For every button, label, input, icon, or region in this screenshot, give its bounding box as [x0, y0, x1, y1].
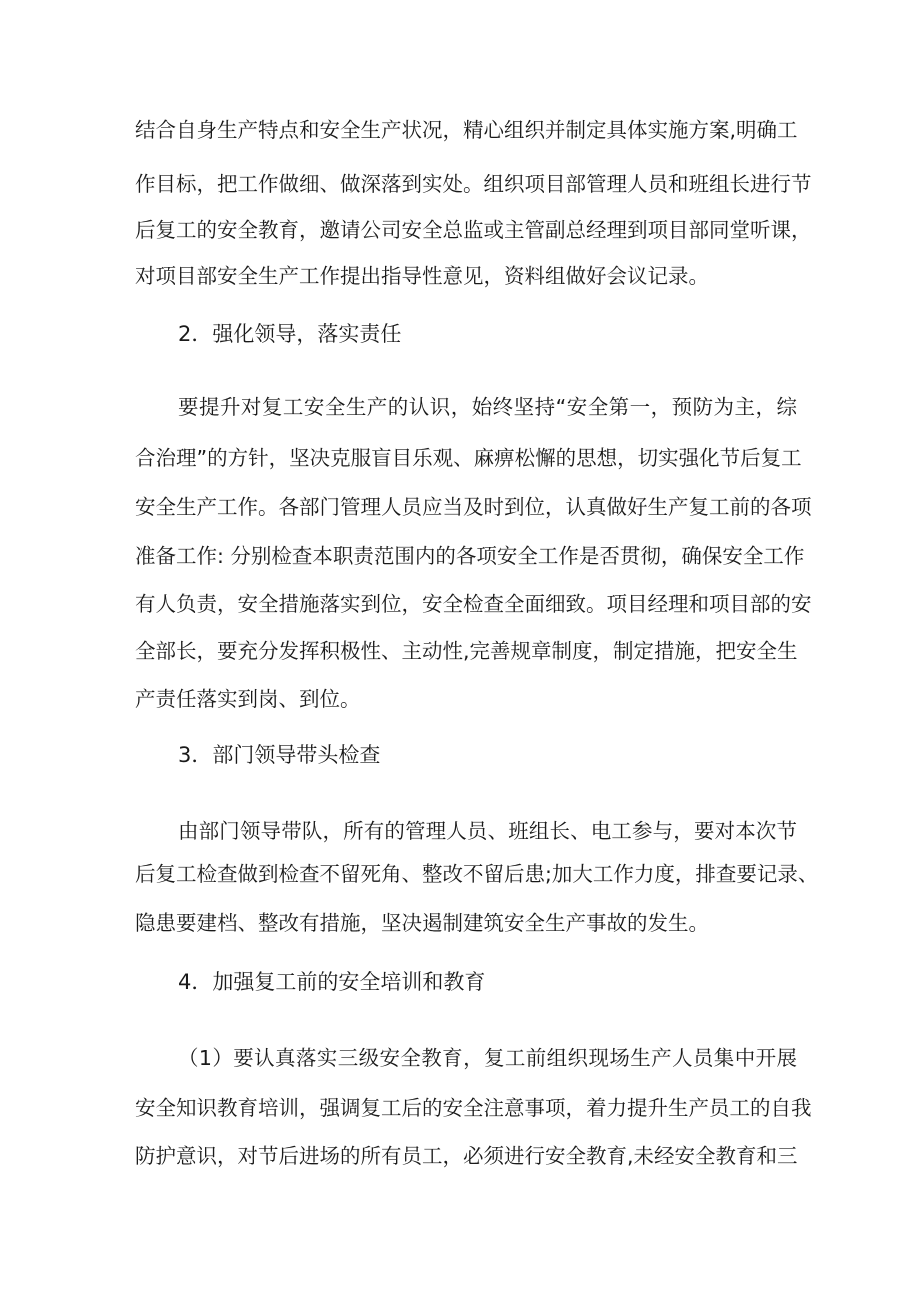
paragraph-line: 合治理”的方针，坚决克服盲目乐观、麻痹松懈的思想，切实强化节后复工 [135, 446, 802, 470]
paragraph-line: 防护意识，对节后进场的所有员工，必须进行安全教育,未经安全教育和三 [135, 1144, 798, 1168]
paragraph-line: 准备工作: 分别检查本职责范围内的各项安全工作是否贯彻，确保安全工作 [135, 544, 805, 568]
paragraph-line: 产责任落实到岗、到位。 [135, 687, 361, 711]
paragraph-line: 结合自身生产特点和安全生产状况，精心组织并制定具体实施方案,明确工 [135, 118, 798, 142]
paragraph-line: 全部长，要充分发挥积极性、主动性,完善规章制度，制定措施，把安全生 [135, 639, 798, 663]
section-heading-3: 3．部门领导带头检查 [178, 743, 381, 767]
paragraph-line: 隐患要建档、整改有措施，坚决遏制建筑安全生产事故的发生。 [135, 911, 709, 935]
section-heading-4: 4．加强复工前的安全培训和教育 [178, 970, 486, 994]
paragraph-line: 安全生产工作。各部门管理人员应当及时到位，认真做好生产复工前的各项 [135, 495, 812, 519]
paragraph-line: 要提升对复工安全生产的认识，始终坚持“安全第一，预防为主，综 [178, 395, 797, 419]
paragraph-line: 后复工检查做到检查不留死角、整改不留后患;加大工作力度，排查要记录、 [135, 862, 819, 886]
paragraph-line: 后复工的安全教育，邀请公司安全总监或主管副总经理到项目部同堂听课， [135, 218, 812, 242]
section-heading-2: 2．强化领导，落实责任 [178, 322, 402, 346]
paragraph-line: 对项目部安全生产工作提出指导性意见，资料组做好会议记录。 [135, 264, 709, 288]
paragraph-line: 作目标，把工作做细、做深落到实处。组织项目部管理人员和班组长进行节 [135, 172, 812, 196]
paragraph-line: 安全知识教育培训，强调复工后的安全注意事项，着力提升生产员工的自我 [135, 1096, 812, 1120]
paragraph-line: （1）要认真落实三级安全教育，复工前组织现场生产人员集中开展 [178, 1046, 797, 1070]
paragraph-line: 由部门领导带队，所有的管理人员、班组长、电工参与，要对本次节 [178, 819, 797, 843]
paragraph-line: 有人负责，安全措施落实到位，安全检查全面细致。项目经理和项目部的安 [135, 592, 812, 616]
